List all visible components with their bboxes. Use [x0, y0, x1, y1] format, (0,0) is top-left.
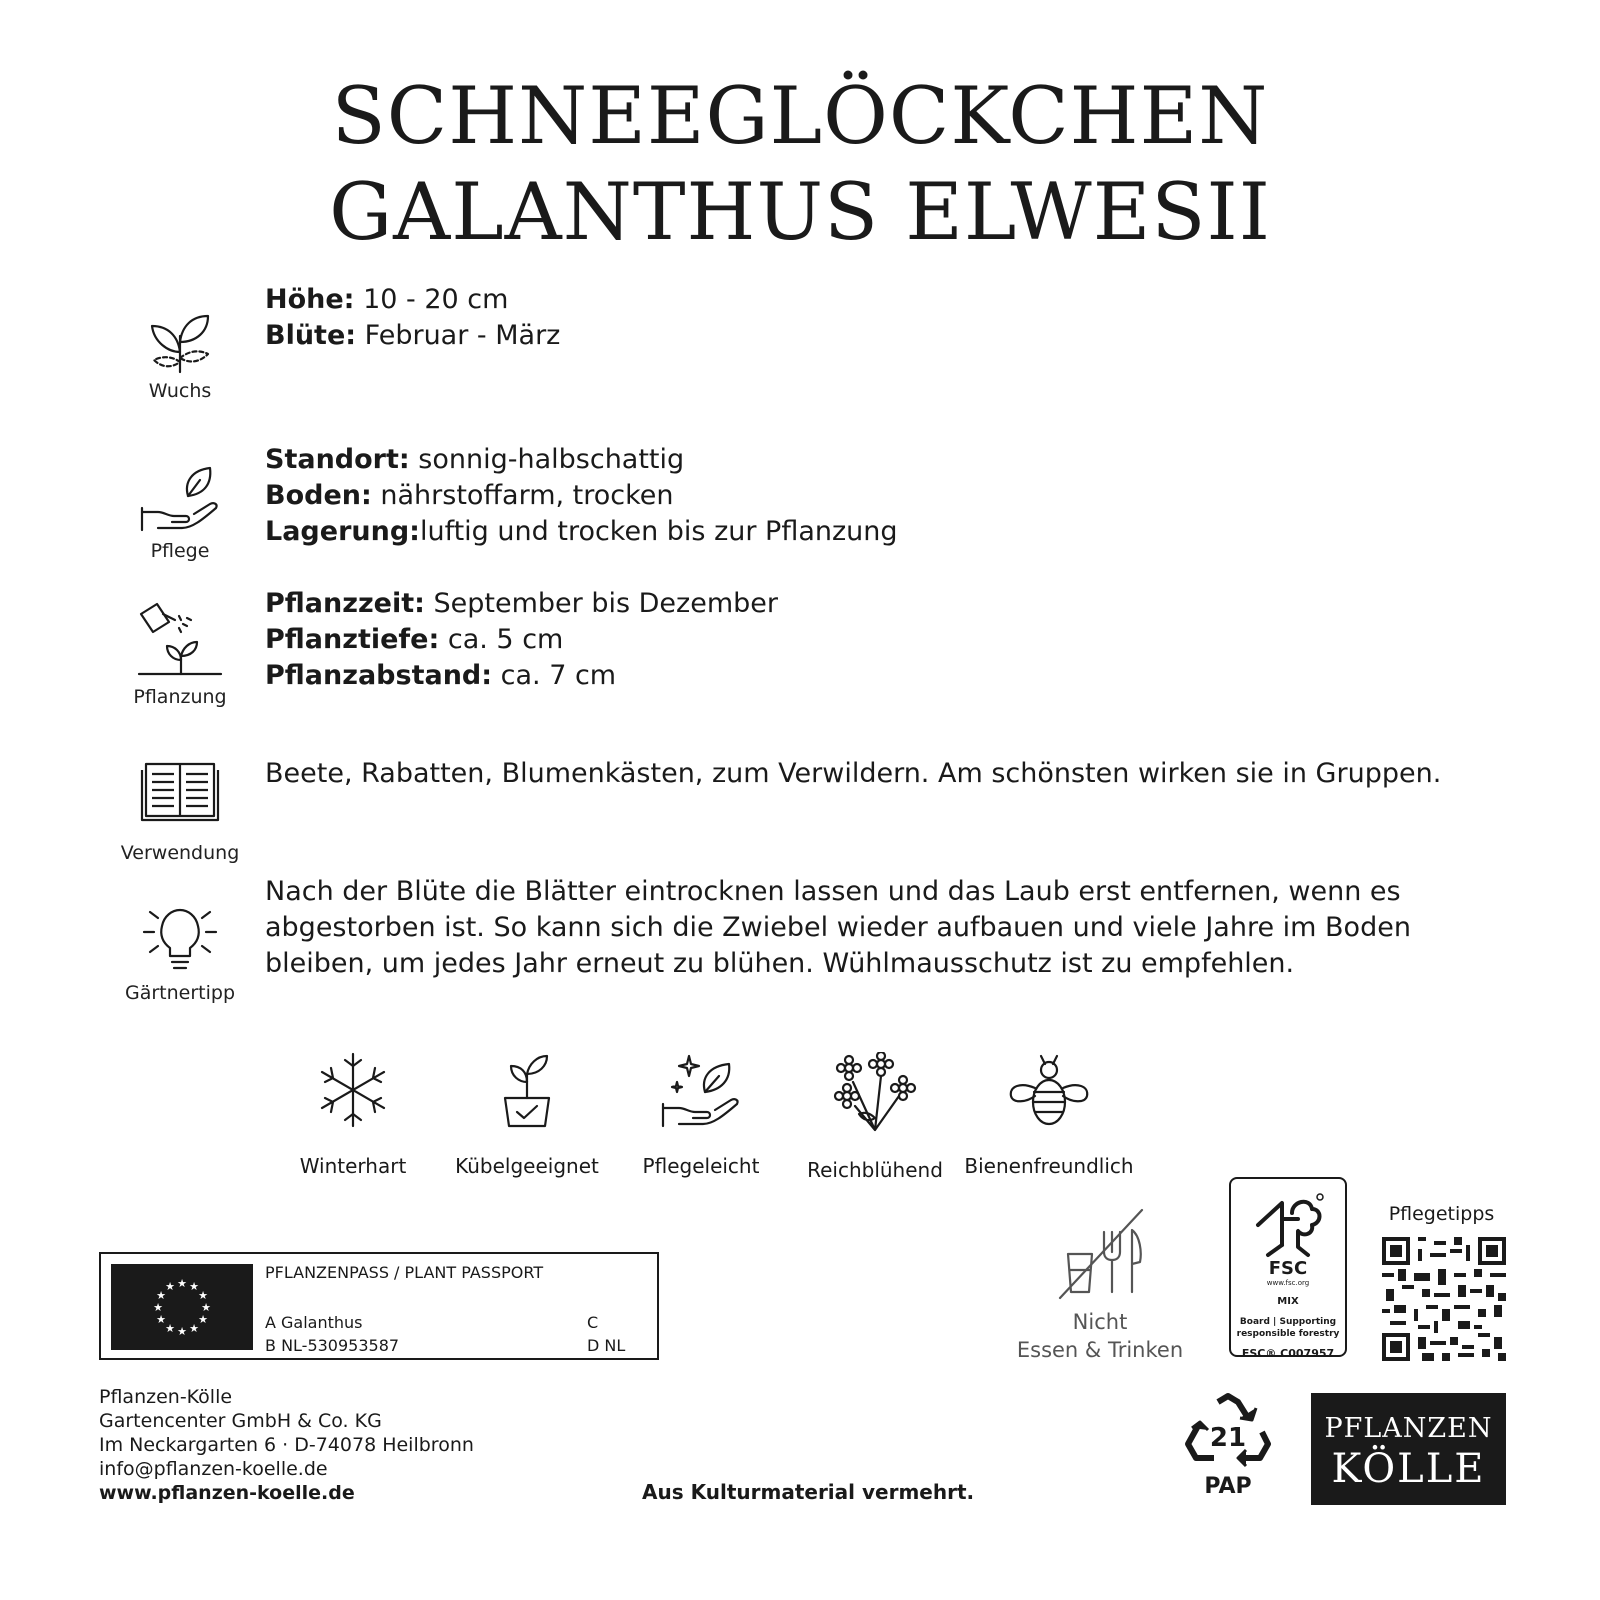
feature-kuebelgeeignet-label: Kübelgeeignet [455, 1154, 599, 1178]
svg-text:★: ★ [165, 1280, 175, 1293]
tip-line-1: Nach der Blüte die Blätter eintrocknen lassen und das Laub erst entfernen, wenn es [265, 876, 1401, 907]
hoehe-key: Höhe: [265, 284, 355, 315]
watering-can-icon [135, 600, 225, 682]
address-line-3: Im Neckargarten 6 · D-74078 Heilbronn [99, 1434, 474, 1456]
svg-text:★: ★ [189, 1322, 199, 1335]
recycle-pap: PAP [1204, 1474, 1252, 1499]
pflanzung-label: Pflanzung [133, 686, 227, 708]
fsc-mix: MIX [1277, 1296, 1299, 1307]
bluete-key: Blüte: [265, 320, 357, 351]
pflanzzeit-value: September bis Dezember [424, 588, 778, 619]
feature-reichbluehend [785, 1052, 965, 1182]
address-website[interactable]: www.pflanzen-koelle.de [99, 1482, 355, 1504]
fsc-tree-icon [1248, 1191, 1328, 1261]
fsc-name: FSC [1268, 1258, 1308, 1279]
svg-text:★: ★ [201, 1301, 211, 1314]
brand-logo [1311, 1393, 1506, 1505]
standort-key: Standort: [265, 444, 410, 475]
no-food-icon [1052, 1208, 1148, 1300]
passport-title: PFLANZENPASS / PLANT PASSPORT [265, 1263, 544, 1282]
qr-code[interactable] [1382, 1237, 1506, 1361]
boden-key: Boden: [265, 480, 372, 511]
svg-text:★: ★ [177, 1277, 187, 1290]
recycle-icon [1182, 1392, 1274, 1472]
company-address [99, 1385, 474, 1505]
pflege-label: Pflege [150, 540, 210, 562]
svg-text:★: ★ [156, 1289, 166, 1302]
feature-winterhart-label: Winterhart [299, 1154, 407, 1178]
flowers-icon [833, 1052, 917, 1132]
hoehe-value: 10 - 20 cm [354, 284, 509, 315]
page-title [0, 68, 1600, 260]
wuchs-text [265, 282, 1465, 354]
leaves-icon [138, 292, 222, 376]
feature-reichbluehend-label: Reichblühend [807, 1158, 943, 1182]
lightbulb-icon [136, 904, 224, 974]
feature-kuebelgeeignet [437, 1052, 617, 1178]
address-line-1: Pflanzen-Kölle [99, 1386, 233, 1408]
pflanzzeit-key: Pflanzzeit: [265, 588, 425, 619]
fsc-board-2: responsible forestry [1236, 1329, 1340, 1339]
kultur-note: Aus Kulturmaterial vermehrt. [642, 1480, 975, 1504]
svg-text:★: ★ [198, 1289, 208, 1302]
passport-c: C [587, 1313, 599, 1332]
eu-flag-icon [111, 1264, 253, 1350]
pflanzabstand-key: Pflanzabstand: [265, 660, 493, 691]
not-edible-line-2: Essen & Trinken [1016, 1338, 1184, 1362]
feature-pflegeleicht-label: Pflegeleicht [642, 1154, 760, 1178]
pflanzung-icon-block [105, 600, 255, 708]
fsc-label [1229, 1177, 1347, 1360]
pflege-icon-block [105, 460, 255, 562]
address-line-2: Gartencenter GmbH & Co. KG [99, 1410, 382, 1432]
verwendung-text: Beete, Rabatten, Blumenkästen, zum Verwildern. Am schönsten wirken sie in Gruppen. [265, 758, 1442, 789]
address-email[interactable]: info@pflanzen-koelle.de [99, 1458, 328, 1480]
svg-text:★: ★ [189, 1280, 199, 1293]
not-edible-line-1: Nicht [1072, 1310, 1128, 1334]
not-edible-notice [1010, 1208, 1190, 1364]
pflanztiefe-value: ca. 5 cm [439, 624, 564, 655]
recycle-mark [1180, 1392, 1276, 1499]
pflegetipps-label: Pflegetipps [1388, 1203, 1495, 1225]
verwendung-label: Verwendung [120, 842, 240, 864]
title-line-1: SCHNEEGLÖCKCHEN [331, 70, 1269, 162]
passport-b: B NL-530953587 [265, 1336, 400, 1355]
lagerung-key: Lagerung: [265, 516, 420, 547]
fsc-code: FSC® C007957 [1241, 1347, 1335, 1360]
standort-value: sonnig-halbschattig [409, 444, 685, 475]
gaertnertipp-text [265, 874, 1465, 982]
svg-text:★: ★ [177, 1325, 187, 1338]
lagerung-value: luftig und trocken bis zur Pflanzung [419, 516, 898, 547]
pflanzung-text [265, 586, 1465, 694]
hand-sparkle-icon [659, 1052, 743, 1128]
hand-leaf-icon [138, 460, 222, 536]
bee-icon [1007, 1052, 1091, 1128]
pflanzabstand-value: ca. 7 cm [492, 660, 617, 691]
passport-d: D NL [587, 1336, 626, 1355]
feature-winterhart [263, 1052, 443, 1178]
brand-line-1: PFLANZEN [1324, 1413, 1493, 1444]
wuchs-label: Wuchs [148, 380, 212, 402]
plant-passport [99, 1252, 659, 1360]
tip-line-2: abgestorben ist. So kann sich die Zwiebel wieder aufbauen und viele Jahre im Boden [265, 912, 1411, 943]
passport-a: A Galanthus [265, 1313, 363, 1332]
pflanztiefe-key: Pflanztiefe: [265, 624, 440, 655]
feature-bienenfreundlich-label: Bienenfreundlich [964, 1154, 1134, 1178]
svg-text:★: ★ [165, 1322, 175, 1335]
gaertnertipp-label: Gärtnertipp [124, 982, 236, 1004]
feature-bienenfreundlich [959, 1052, 1139, 1178]
svg-text:★: ★ [153, 1301, 163, 1314]
tip-line-3: bleiben, um jedes Jahr erneut zu blühen. Wühlmausschutz ist zu empfehlen. [265, 948, 1295, 979]
potted-plant-icon [489, 1052, 565, 1128]
fsc-board-1: Board | Supporting [1239, 1317, 1337, 1327]
pflege-text [265, 442, 1465, 550]
svg-text:★: ★ [198, 1313, 208, 1326]
brand-line-2: KÖLLE [1331, 1446, 1486, 1492]
fsc-url: www.fsc.org [1266, 1279, 1310, 1287]
title-line-2: GALANTHUS ELWESII [329, 166, 1271, 258]
snowflake-icon [315, 1052, 391, 1128]
boden-value: nährstoffarm, trocken [371, 480, 674, 511]
feature-pflegeleicht [611, 1052, 791, 1178]
gaertnertipp-icon-block [105, 904, 255, 1004]
recycle-number: 21 [1209, 1423, 1247, 1453]
wuchs-icon-block [105, 292, 255, 402]
svg-text:★: ★ [156, 1313, 166, 1326]
book-icon [140, 760, 220, 824]
bluete-value: Februar - März [356, 320, 561, 351]
verwendung-icon-block [105, 760, 255, 864]
